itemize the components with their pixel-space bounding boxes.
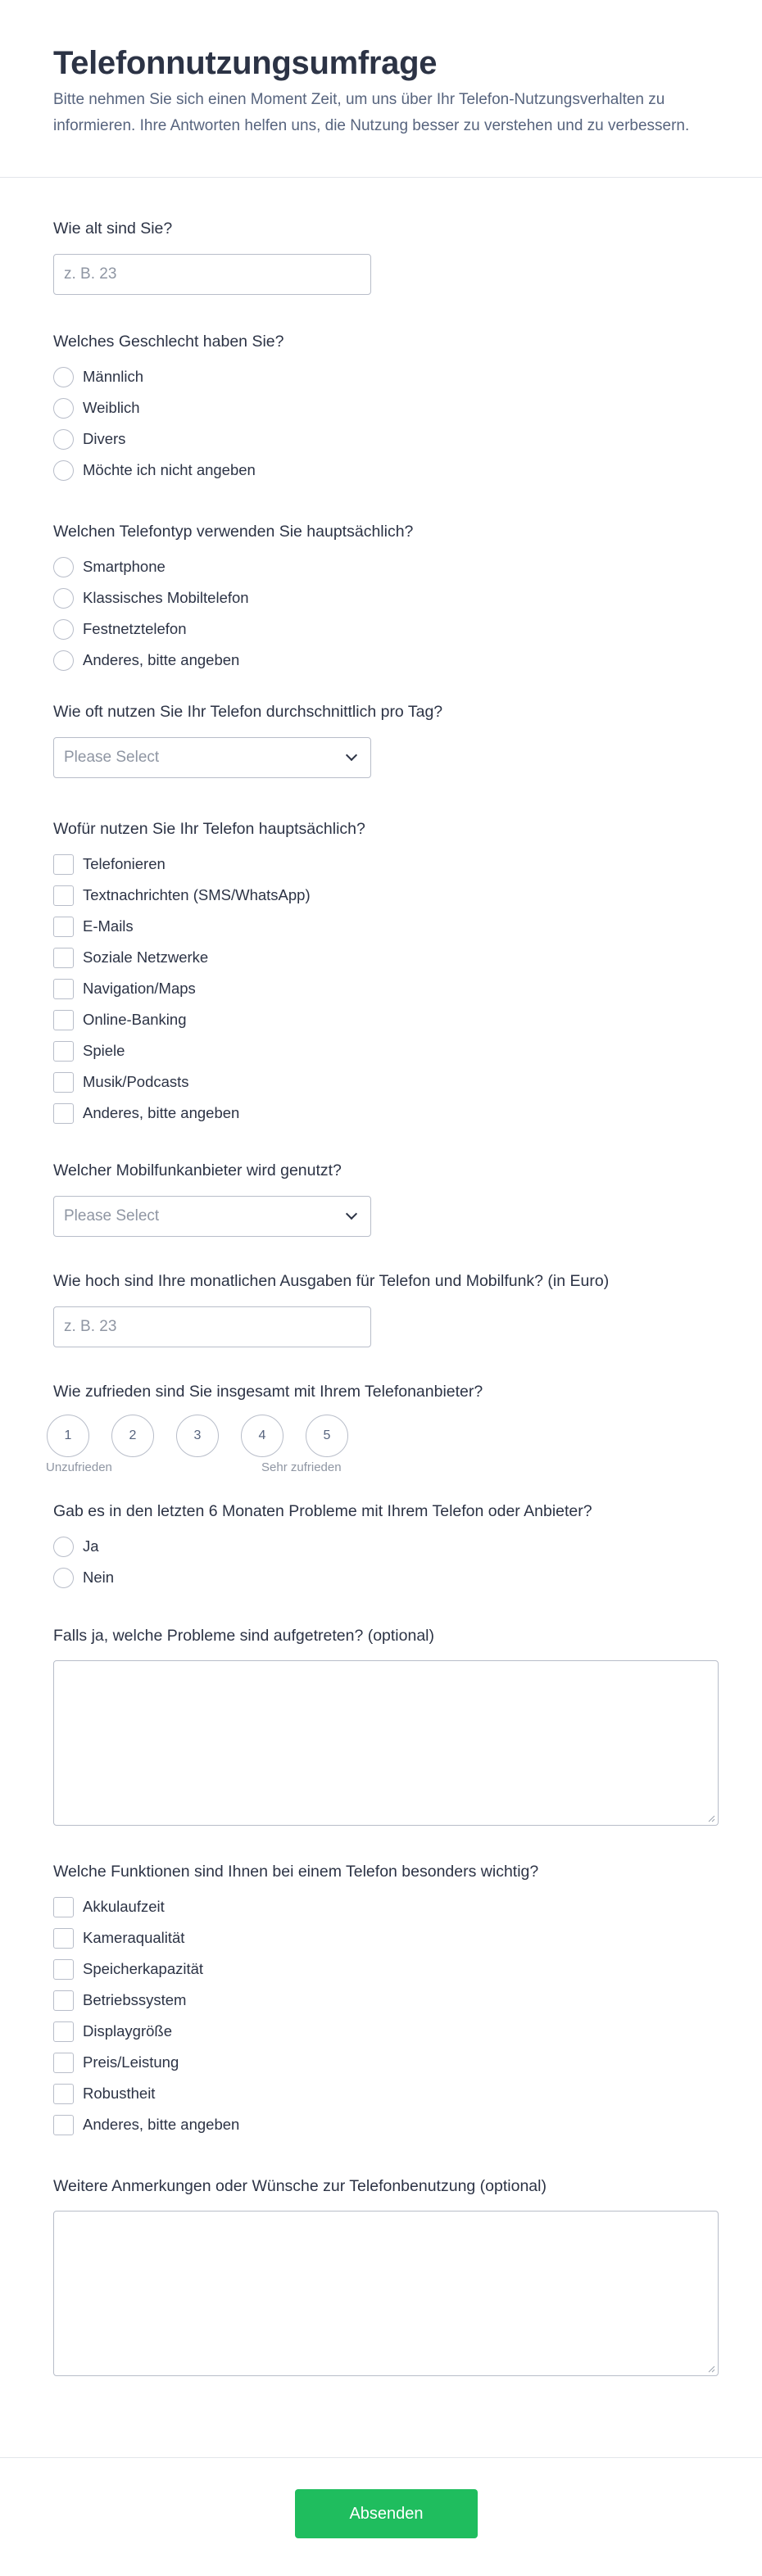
checkbox[interactable] (53, 1897, 74, 1917)
radio-button[interactable] (53, 588, 74, 609)
option-label: Ja (83, 1537, 99, 1555)
question-spend (53, 1270, 709, 1380)
option-label: Speicherkapazität (83, 1960, 204, 1977)
checkbox-option[interactable] (53, 880, 709, 911)
radio-button[interactable] (53, 650, 74, 671)
question-label: Wie hoch sind Ihre monatlichen Ausgaben für Telefon und Mobilfunk? (in Euro) (53, 1272, 610, 1290)
spend-input[interactable]: z. B. 23 (53, 1306, 371, 1347)
option-label: Smartphone (83, 558, 166, 575)
checkbox[interactable] (53, 948, 74, 968)
radio-option[interactable] (53, 582, 709, 613)
question-label: Welche Funktionen sind Ihnen bei einem Telefon besonders wichtig? (53, 1863, 539, 1881)
radio-option[interactable] (53, 423, 709, 455)
option-label: Spiele (83, 1042, 125, 1059)
checkbox-option[interactable] (53, 1891, 709, 1922)
purpose-options (53, 849, 709, 1129)
gender-options (53, 361, 709, 486)
select-placeholder: Please Select (64, 1207, 160, 1225)
option-label: Festnetztelefon (83, 620, 187, 637)
question-comments (53, 2175, 709, 2376)
checkbox-option[interactable] (53, 849, 709, 880)
option-label: Männlich (83, 368, 144, 385)
question-label: Wie zufrieden sind Sie insgesamt mit Ihrem Telefonanbieter? (53, 1383, 483, 1401)
option-label: Textnachrichten (SMS/WhatsApp) (83, 886, 311, 903)
age-input[interactable]: z. B. 23 (53, 254, 371, 295)
radio-option[interactable] (53, 551, 709, 582)
checkbox[interactable] (53, 1928, 74, 1949)
option-label: Möchte ich nicht angeben (83, 461, 256, 478)
radio-button[interactable] (53, 557, 74, 577)
radio-button[interactable] (53, 1568, 74, 1588)
checkbox-option[interactable] (53, 911, 709, 942)
problems-options (53, 1531, 709, 1593)
question-purpose (53, 817, 709, 1159)
checkbox[interactable] (53, 1103, 74, 1124)
checkbox-option[interactable] (53, 1985, 709, 2016)
checkbox-option[interactable] (53, 1954, 709, 1985)
checkbox-option[interactable] (53, 973, 709, 1004)
form-header (0, 0, 762, 178)
question-label: Wofür nutzen Sie Ihr Telefon hauptsächlich? (53, 820, 365, 838)
scale-option-5[interactable]: 5 (306, 1415, 348, 1457)
satisfaction-scale (47, 1415, 709, 1457)
checkbox-option[interactable] (53, 2078, 709, 2109)
radio-option[interactable] (53, 1562, 709, 1593)
question-label: Gab es in den letzten 6 Monaten Probleme mit Ihrem Telefon oder Anbieter? (53, 1502, 592, 1520)
form-description: Bitte nehmen Sie sich einen Moment Zeit, um uns über Ihr Telefon-Nutzungsverhalten zu informieren. Ihre Antworten helfen uns, die Nutzung besser zu verstehen und zu verbessern. (53, 91, 690, 134)
option-label: Akkulaufzeit (83, 1898, 165, 1915)
checkbox[interactable] (53, 1041, 74, 1062)
checkbox-option[interactable] (53, 1066, 709, 1098)
form-title: Telefonnutzungsumfrage (53, 45, 438, 81)
question-features (53, 1860, 709, 2175)
question-label: Welches Geschlecht haben Sie? (53, 333, 284, 351)
question-label: Weitere Anmerkungen oder Wünsche zur Telefonbenutzung (optional) (53, 2177, 547, 2195)
checkbox[interactable] (53, 1010, 74, 1030)
question-satisfaction (46, 1380, 709, 1500)
option-label: Klassisches Mobiltelefon (83, 589, 249, 606)
checkbox[interactable] (53, 1990, 74, 2011)
scale-labels (46, 1460, 709, 1480)
option-label: E-Mails (83, 917, 134, 935)
question-label: Falls ja, welche Probleme sind aufgetreten? (optional) (53, 1627, 435, 1645)
checkbox-option[interactable] (53, 2109, 709, 2140)
question-label: Wie alt sind Sie? (53, 220, 173, 238)
comments-textarea[interactable] (53, 2211, 719, 2376)
checkbox-option[interactable] (53, 1004, 709, 1035)
checkbox[interactable] (53, 1072, 74, 1093)
radio-button[interactable] (53, 619, 74, 640)
checkbox[interactable] (53, 917, 74, 937)
checkbox-option[interactable] (53, 1922, 709, 1954)
option-label: Soziale Netzwerke (83, 948, 209, 966)
option-label: Anderes, bitte angeben (83, 1104, 240, 1121)
option-label: Telefonieren (83, 855, 166, 872)
checkbox[interactable] (53, 1959, 74, 1980)
radio-button[interactable] (53, 429, 74, 450)
checkbox[interactable] (53, 2084, 74, 2104)
radio-button[interactable] (53, 460, 74, 481)
radio-option[interactable] (53, 361, 709, 392)
question-problems (53, 1500, 709, 1624)
checkbox[interactable] (53, 885, 74, 906)
option-label: Kameraqualität (83, 1929, 185, 1946)
radio-button[interactable] (53, 1537, 74, 1557)
question-label: Wie oft nutzen Sie Ihr Telefon durchschnittlich pro Tag? (53, 703, 443, 721)
radio-option[interactable] (53, 455, 709, 486)
checkbox-option[interactable] (53, 1035, 709, 1066)
option-label: Weiblich (83, 399, 140, 416)
chevron-down-icon (346, 1208, 357, 1220)
option-label: Displaygröße (83, 2022, 172, 2040)
option-label: Navigation/Maps (83, 980, 196, 997)
radio-button[interactable] (53, 367, 74, 387)
scale-option-4[interactable]: 4 (241, 1415, 283, 1457)
question-frequency (53, 700, 709, 817)
option-label: Divers (83, 430, 126, 447)
radio-option[interactable] (53, 392, 709, 423)
option-label: Nein (83, 1569, 115, 1586)
checkbox-option[interactable] (53, 2047, 709, 2078)
phone-type-options (53, 551, 709, 676)
submit-button[interactable]: Absenden (295, 2489, 478, 2538)
resize-handle-icon[interactable] (708, 2365, 715, 2373)
form-body (0, 178, 762, 2376)
checkbox[interactable] (53, 854, 74, 875)
option-label: Preis/Leistung (83, 2053, 179, 2071)
checkbox[interactable] (53, 979, 74, 999)
question-provider (53, 1159, 709, 1270)
features-options (53, 1891, 709, 2140)
question-age (53, 217, 709, 330)
scale-option-1[interactable]: 1 (47, 1415, 89, 1457)
chevron-down-icon (346, 749, 357, 761)
form-footer (0, 2457, 762, 2576)
option-label: Anderes, bitte angeben (83, 2116, 240, 2133)
question-problem-details (53, 1624, 709, 1860)
checkbox-option[interactable] (53, 1098, 709, 1129)
problem-details-textarea[interactable] (53, 1660, 719, 1826)
radio-option[interactable] (53, 613, 709, 645)
frequency-select[interactable] (53, 737, 371, 778)
option-label: Betriebssystem (83, 1991, 187, 2008)
option-label: Robustheit (83, 2085, 156, 2102)
question-label: Welchen Telefontyp verwenden Sie hauptsächlich? (53, 523, 414, 541)
select-placeholder: Please Select (64, 749, 160, 766)
option-label: Anderes, bitte angeben (83, 651, 240, 668)
checkbox-option[interactable] (53, 942, 709, 973)
radio-option[interactable] (53, 645, 709, 676)
resize-handle-icon[interactable] (708, 1815, 715, 1822)
radio-option[interactable] (53, 1531, 709, 1562)
checkbox[interactable] (53, 2053, 74, 2073)
option-label: Musik/Podcasts (83, 1073, 189, 1090)
question-gender (53, 330, 709, 520)
checkbox-option[interactable] (53, 2016, 709, 2047)
scale-high-label: Sehr zufrieden (261, 1460, 342, 1474)
scale-option-2[interactable]: 2 (111, 1415, 154, 1457)
scale-low-label: Unzufrieden (46, 1460, 112, 1474)
provider-select[interactable] (53, 1196, 371, 1237)
radio-button[interactable] (53, 398, 74, 419)
question-phone-type (53, 520, 709, 700)
question-label: Welcher Mobilfunkanbieter wird genutzt? (53, 1161, 342, 1179)
scale-option-3[interactable]: 3 (176, 1415, 219, 1457)
checkbox[interactable] (53, 2021, 74, 2042)
checkbox[interactable] (53, 2115, 74, 2135)
option-label: Online-Banking (83, 1011, 187, 1028)
